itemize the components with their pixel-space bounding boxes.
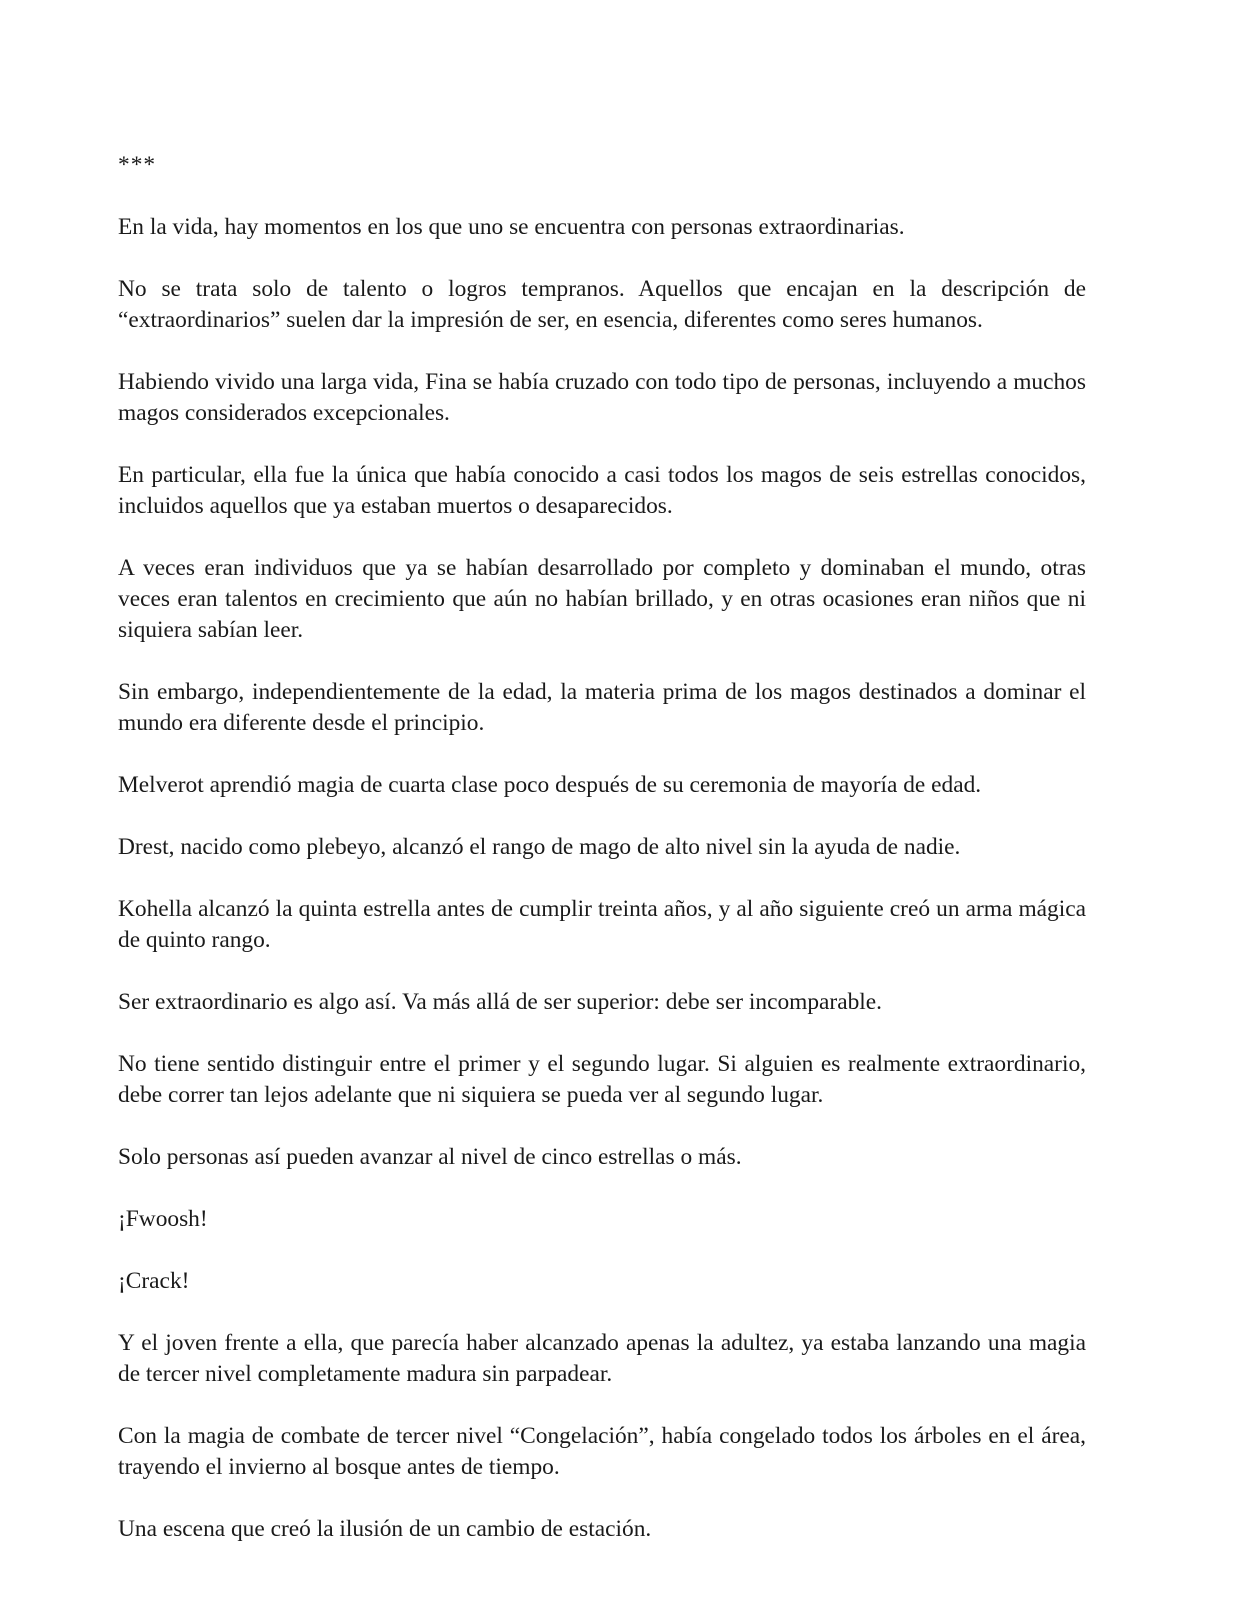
paragraph: En la vida, hay momentos en los que uno se encuentra con personas extraordinarias.: [118, 214, 905, 240]
paragraph: No tiene sentido distinguir entre el primer y el segundo lugar. Si alguien es realmente extraordinario, debe correr tan lejos adelante que ni siquiera se pueda ver al segundo lugar.: [118, 1051, 1086, 1108]
paragraph: A veces eran individuos que ya se habían desarrollado por completo y dominaban el mundo, otras veces eran talentos en crecimiento que aún no habían brillado, y en otras ocasiones eran niños que ni siquiera sabían leer.: [118, 555, 1086, 643]
paragraph: Ser extraordinario es algo así. Va más allá de ser superior: debe ser incomparable.: [118, 989, 883, 1015]
paragraph: Habiendo vivido una larga vida, Fina se había cruzado con todo tipo de personas, incluyendo a muchos magos considerados excepcionales.: [118, 369, 1086, 426]
text-column: [118, 150, 1086, 1576]
paragraph: Kohella alcanzó la quinta estrella antes de cumplir treinta años, y al año siguiente creó un arma mágica de quinto rango.: [118, 896, 1086, 953]
paragraph: Con la magia de combate de tercer nivel “Congelación”, había congelado todos los árboles en el área, trayendo el invierno al bosque antes de tiempo.: [118, 1423, 1086, 1480]
paragraph: Solo personas así pueden avanzar al nivel de cinco estrellas o más.: [118, 1144, 742, 1170]
paragraph: Y el joven frente a ella, que parecía haber alcanzado apenas la adultez, ya estaba lanzando una magia de tercer nivel completamente madura sin parpadear.: [118, 1330, 1086, 1387]
paragraph: Sin embargo, independientemente de la edad, la materia prima de los magos destinados a dominar el mundo era diferente desde el principio.: [118, 679, 1086, 736]
scene-separator: ***: [118, 152, 157, 178]
paragraph: ¡Fwoosh!: [118, 1206, 208, 1232]
paragraph: No se trata solo de talento o logros tempranos. Aquellos que encajan en la descripción de “extraordinarios” suelen dar la impresión de ser, en esencia, diferentes como seres humanos.: [118, 276, 1086, 333]
paragraph: En particular, ella fue la única que había conocido a casi todos los magos de seis estrellas conocidos, incluidos aquellos que ya estaban muertos o desaparecidos.: [118, 462, 1086, 519]
paragraph: Una escena que creó la ilusión de un cambio de estación.: [118, 1516, 652, 1542]
paragraph: Drest, nacido como plebeyo, alcanzó el rango de mago de alto nivel sin la ayuda de nadie.: [118, 834, 961, 860]
paragraph: ¡Crack!: [118, 1268, 190, 1294]
paragraph: Melverot aprendió magia de cuarta clase poco después de su ceremonia de mayoría de edad.: [118, 772, 982, 798]
